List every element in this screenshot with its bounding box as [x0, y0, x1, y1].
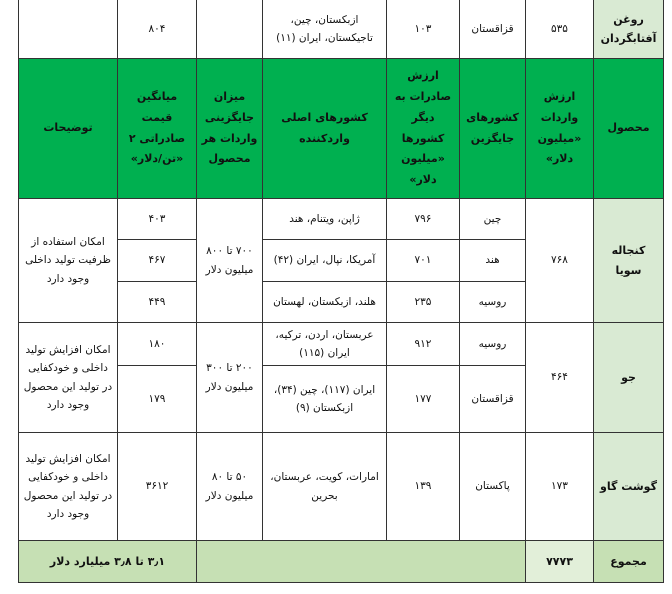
total-row: [19, 541, 664, 583]
import-value-cell: ۵۳۵: [526, 0, 594, 59]
substitution-cell: ۷۰۰ تا ۸۰۰ میلیون دلار: [197, 199, 263, 323]
total-label: مجموع: [594, 541, 664, 583]
export-value-cell: ۱۳۹: [387, 433, 460, 541]
alt-country-cell: روسیه: [460, 282, 526, 323]
avg-price-cell: ۴۶۷: [118, 240, 197, 282]
header-alt-countries: کشورهای جایگزین: [460, 59, 526, 199]
importers-cell: ازبکستان، چین، تاجیکستان، ایران (۱۱): [263, 0, 387, 59]
avg-price-cell: ۴۴۹: [118, 282, 197, 323]
header-avg-price: میانگین قیمت صادراتی ۲ «تن/دلار»: [118, 59, 197, 199]
notes-cell: امکان استفاده از ظرفیت تولید داخلی وجود دارد: [19, 199, 118, 323]
importers-cell: هلند، ازبکستان، لهستان: [263, 282, 387, 323]
substitution-cell: ۵۰ تا ۸۰ میلیون دلار: [197, 433, 263, 541]
alt-country-cell: روسیه: [460, 323, 526, 366]
table-row-soy: [19, 199, 664, 240]
alt-country-cell: هند: [460, 240, 526, 282]
alt-country-cell: قزاقستان: [460, 366, 526, 433]
avg-price-cell: ۱۷۹: [118, 366, 197, 433]
importers-cell: عربستان، اردن، ترکیه، ایران (۱۱۵): [263, 323, 387, 366]
avg-price-cell: ۱۸۰: [118, 323, 197, 366]
notes-cell: [19, 0, 118, 59]
export-value-cell: ۱۰۳: [387, 0, 460, 59]
product-cell: کنجاله سویا: [594, 199, 664, 323]
import-value-cell: ۴۶۴: [526, 323, 594, 433]
header-import-value: ارزش واردات «میلیون دلار»: [526, 59, 594, 199]
header-substitution: میزان جایگزینی واردات هر محصول: [197, 59, 263, 199]
substitution-cell: ۲۰۰ تا ۳۰۰ میلیون دلار: [197, 323, 263, 433]
header-row: [19, 59, 664, 199]
total-range: ۳٫۱ تا ۳٫۸ میلیارد دلار: [19, 541, 197, 583]
header-main-importers: کشورهای اصلی واردکننده: [263, 59, 387, 199]
substitution-cell: [197, 0, 263, 59]
total-import-value: ۷۷۷۳: [526, 541, 594, 583]
import-value-cell: ۱۷۳: [526, 433, 594, 541]
avg-price-cell: ۴۰۳: [118, 199, 197, 240]
alt-country-cell: پاکستان: [460, 433, 526, 541]
importers-cell: ژاپن، ویتنام، هند: [263, 199, 387, 240]
avg-price-cell: ۸۰۴: [118, 0, 197, 59]
export-value-cell: ۲۳۵: [387, 282, 460, 323]
import-value-cell: ۷۶۸: [526, 199, 594, 323]
product-cell: جو: [594, 323, 664, 433]
importers-cell: ایران (۱۱۷)، چین (۳۴)، ازبکستان (۹): [263, 366, 387, 433]
table-row-sunflower: [19, 0, 664, 59]
avg-price-cell: ۳۶۱۲: [118, 433, 197, 541]
table-row-barley: [19, 323, 664, 366]
header-product: محصول: [594, 59, 664, 199]
product-cell: گوشت گاو: [594, 433, 664, 541]
export-value-cell: ۷۹۶: [387, 199, 460, 240]
product-cell: روغن آفتابگردان: [594, 0, 664, 59]
alt-country-cell: قزاقستان: [460, 0, 526, 59]
export-value-cell: ۹۱۲: [387, 323, 460, 366]
export-value-cell: ۱۷۷: [387, 366, 460, 433]
alt-country-cell: چین: [460, 199, 526, 240]
import-substitution-table: [18, 0, 664, 583]
notes-cell: امکان افزایش تولید داخلی و خودکفایی در تولید این محصول وجود دارد: [19, 433, 118, 541]
total-empty-cell: [197, 541, 526, 583]
notes-cell: امکان افزایش تولید داخلی و خودکفایی در تولید این محصول وجود دارد: [19, 323, 118, 433]
table-row-beef: [19, 433, 664, 541]
export-value-cell: ۷۰۱: [387, 240, 460, 282]
importers-cell: امارات، کویت، عربستان، بحرین: [263, 433, 387, 541]
header-export-value: ارزش صادرات به دیگر کشورها «میلیون دلار»: [387, 59, 460, 199]
header-notes: توضیحات: [19, 59, 118, 199]
importers-cell: آمریکا، نپال، ایران (۴۲): [263, 240, 387, 282]
